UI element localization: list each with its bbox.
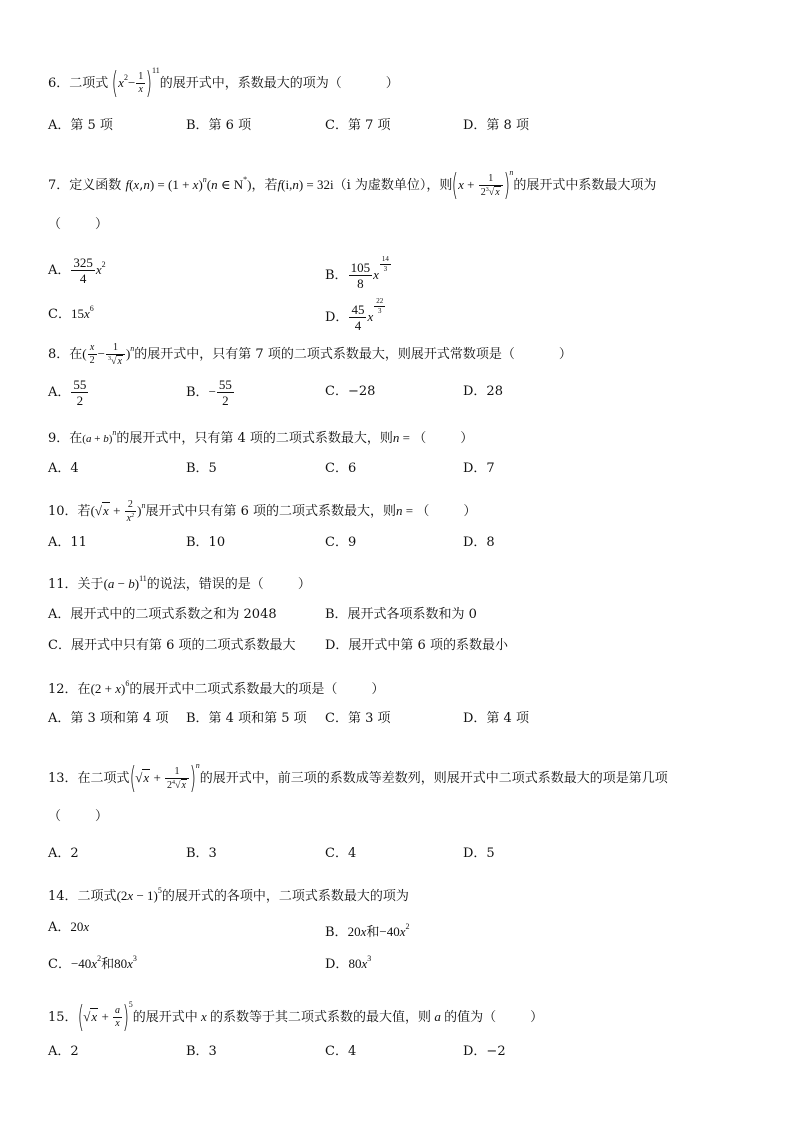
question-14 xyxy=(48,882,409,906)
q6-option-b[interactable]: B．第 6 项 xyxy=(186,118,252,133)
question-7 xyxy=(48,164,656,201)
q9-number: 9． xyxy=(48,431,70,446)
q9-option-a[interactable]: A．4 xyxy=(48,461,79,476)
q12-close: ） xyxy=(371,682,385,697)
question-12 xyxy=(48,675,384,699)
q6-text: 二项式 xyxy=(69,76,109,91)
q15-text: 的展开式中 xyxy=(132,1010,198,1025)
q11-close: ） xyxy=(297,577,311,592)
q13-blank-close: ） xyxy=(95,809,109,824)
q7-text-3: （i 为虚数单位），则 xyxy=(333,178,453,193)
q8-option-b-label: B． xyxy=(186,385,209,400)
q12-option-d[interactable]: D．第 4 项 xyxy=(463,711,529,726)
q9-option-d[interactable]: D．7 xyxy=(463,461,495,476)
q8-formula: ( $\frac{x}{2}$ − $\frac{1}{^3√x}$ )$^n$ xyxy=(82,341,135,367)
q7-formula-1: $f(x,n) = (1 + x)^n(n$ ∈ N*) xyxy=(125,175,252,193)
q9-option-b[interactable]: B．5 xyxy=(186,461,217,476)
q9-text: 在 xyxy=(69,431,83,446)
q14-text: 二项式 xyxy=(77,889,117,904)
q7-blank-open: （ xyxy=(48,217,62,232)
q14-option-c-and: 和 xyxy=(101,957,115,972)
q13-option-b[interactable]: B．3 xyxy=(186,846,217,861)
q14-option-b-and: 和 xyxy=(366,925,380,940)
q7-blank-close: ） xyxy=(95,217,109,232)
q9-open: （ xyxy=(413,431,427,446)
q10-option-b[interactable]: B．10 xyxy=(186,535,226,550)
q8-text: 在 xyxy=(69,347,83,362)
q8-option-a-label: A． xyxy=(48,385,71,400)
q15-number: 15． xyxy=(48,1010,78,1025)
q10-text: 若 xyxy=(77,504,91,519)
q10-number: 10． xyxy=(48,504,78,519)
q12-text-2: 的展开式中二项式系数最大的项是（ xyxy=(129,682,338,697)
q6-formula: ($x^2-$ $\frac{1}{x}$ )$^{11}$ xyxy=(112,65,160,101)
q14-option-c[interactable]: C．$-40x^2$和$80x^3$ xyxy=(48,954,137,972)
q8-number: 8． xyxy=(48,347,70,362)
q14-option-a-label: A． xyxy=(48,920,71,935)
q10-close: ） xyxy=(463,504,477,519)
q7-formula-3: (x + $\frac{1}{2^3√x}$ )$^n$ xyxy=(452,167,514,203)
q8-option-a[interactable]: A． $\frac{55}{2}$ xyxy=(48,377,87,408)
q13-number: 13． xyxy=(48,771,78,786)
question-11 xyxy=(48,570,311,594)
q11-formula: $(a - b)^{11}$ xyxy=(103,574,147,591)
q10-option-d[interactable]: D．8 xyxy=(463,535,495,550)
q15-option-c[interactable]: C．4 xyxy=(325,1044,357,1059)
q15-close: ） xyxy=(530,1010,544,1025)
q11-option-a[interactable]: A．展开式中的二项式系数之和为 2048 xyxy=(48,607,277,622)
q13-blank-open: （ xyxy=(48,809,62,824)
q7-text-2: ，若 xyxy=(251,178,278,193)
q14-formula: $(2x - 1)^5$ xyxy=(116,886,162,903)
q6-text-2: 的展开式中，系数最大的项为（ xyxy=(159,76,342,91)
question-13 xyxy=(48,757,668,794)
q9-text-2: 的展开式中，只有第 4 项的二项式系数最大，则 xyxy=(116,431,393,446)
q8-option-c[interactable]: C．−28 xyxy=(325,384,376,399)
q15-text-2: 的系数等于其二项式系数的最大值，则 xyxy=(210,1010,432,1025)
q11-option-b[interactable]: B．展开式各项系数和为 0 xyxy=(325,607,477,622)
q6-option-d[interactable]: D．第 8 项 xyxy=(463,118,529,133)
q10-text-2: 展开式中只有第 6 项的二项式系数最大，则 xyxy=(145,504,397,519)
q12-formula: $(2 + x)^6$ xyxy=(90,679,130,696)
q15-formula: (√x + $\frac{a}{x}$ )$^5$ xyxy=(77,999,133,1035)
q8-option-d[interactable]: D．28 xyxy=(463,384,503,399)
q15-text-3: 的值为（ xyxy=(444,1010,497,1025)
q8-close: ） xyxy=(558,347,572,362)
q15-option-a[interactable]: A．2 xyxy=(48,1044,79,1059)
q7-option-c-label: C． xyxy=(48,307,71,322)
q7-option-b-label: B． xyxy=(325,268,348,283)
q6-close: ） xyxy=(385,76,399,91)
q7-blank xyxy=(48,216,108,234)
q13-option-c[interactable]: C．4 xyxy=(325,846,357,861)
q7-option-a-label: A． xyxy=(48,263,71,278)
q15-option-b[interactable]: B．3 xyxy=(186,1044,217,1059)
q12-option-a[interactable]: A．第 3 项和第 4 项 xyxy=(48,711,169,726)
q13-text: 在二项式 xyxy=(77,771,130,786)
question-8 xyxy=(48,340,572,367)
q11-number: 11． xyxy=(48,577,78,592)
q14-option-b-label: B． xyxy=(325,925,348,940)
question-6 xyxy=(48,62,399,99)
q8-option-b[interactable]: B．− $\frac{55}{2}$ xyxy=(186,377,232,408)
question-15: 15．(√x + $\frac{a}{x}$ )$^5$的展开式中 x 的系数等于其二项式系数的最大值，则 a 的值为（ ） xyxy=(48,999,544,1035)
q13-formula: (√x + $\frac{1}{2^4√x}$ )$^n$ xyxy=(129,760,200,796)
q13-text-2: 的展开式中，前三项的系数成等差数列，则展开式中二项式系数最大的项是第几项 xyxy=(199,771,668,786)
q7-text-4: 的展开式中系数最大项为 xyxy=(513,178,657,193)
q7-text: 定义函数 xyxy=(69,178,122,193)
q11-option-d[interactable]: D．展开式中第 6 项的系数最小 xyxy=(325,638,508,653)
q7-option-d-label: D． xyxy=(325,310,349,325)
q6-option-a[interactable]: A．第 5 项 xyxy=(48,118,113,133)
q14-number: 14． xyxy=(48,889,78,904)
q14-option-b[interactable]: B．20x和$-40x^2$ xyxy=(325,922,410,940)
q7-number: 7． xyxy=(48,178,70,193)
q11-option-c[interactable]: C．展开式中只有第 6 项的二项式系数最大 xyxy=(48,638,296,653)
q15-option-d[interactable]: D．−2 xyxy=(463,1044,506,1059)
q14-option-d-label: D． xyxy=(325,957,349,972)
q10-formula: (√x + $\frac{2}{x^2}$ )$^n$ xyxy=(90,498,146,524)
question-9: 9．在$(a + b)^n$的展开式中，只有第 4 项的二项式系数最大，则n = （ ） xyxy=(48,428,474,446)
q14-option-a[interactable]: A．20x xyxy=(48,919,90,935)
q7-option-a[interactable]: A． $\frac{325}{4}$ $x^2$ xyxy=(48,255,106,286)
q7-option-c[interactable]: C．$15x^6$ xyxy=(48,304,94,322)
q12-option-b[interactable]: B．第 4 项和第 5 项 xyxy=(186,711,307,726)
q6-option-c[interactable]: C．第 7 项 xyxy=(325,118,391,133)
q14-option-c-label: C． xyxy=(48,957,71,972)
q11-text-2: 的说法，错误的是（ xyxy=(146,577,264,592)
q10-option-c[interactable]: C．9 xyxy=(325,535,357,550)
q7-option-d[interactable]: D． $\frac{45}{4}$ x $\frac{22}{3}$ xyxy=(325,297,384,333)
q12-number: 12． xyxy=(48,682,78,697)
q12-text: 在 xyxy=(77,682,91,697)
q11-text: 关于 xyxy=(77,577,104,592)
q9-option-c[interactable]: C．6 xyxy=(325,461,357,476)
q7-option-b[interactable]: B． $\frac{105}{8}$ x $\frac{14}{3}$ xyxy=(325,255,389,291)
q13-option-a[interactable]: A．2 xyxy=(48,846,79,861)
q10-open: （ xyxy=(416,504,430,519)
q9-formula: $(a + b)^n$ xyxy=(82,428,117,445)
q8-text-2: 的展开式中，只有第 7 项的二项式系数最大，则展开式常数项是（ xyxy=(134,347,515,362)
q7-formula-2: f(i,n) = 32i xyxy=(277,177,334,192)
question-10: 10．若(√x + $\frac{2}{x^2}$ )$^n$展开式中只有第 6 项的二项式系数最大，则n = （ ） xyxy=(48,498,477,524)
q12-option-c[interactable]: C．第 3 项 xyxy=(325,711,391,726)
q14-text-2: 的展开式的各项中，二项式系数最大的项为 xyxy=(161,889,409,904)
q13-blank xyxy=(48,808,108,826)
q10-option-a[interactable]: A．11 xyxy=(48,535,87,550)
q9-close: ） xyxy=(460,431,474,446)
q13-option-d[interactable]: D．5 xyxy=(463,846,495,861)
q6-number: 6． xyxy=(48,76,70,91)
q14-option-d[interactable]: D．$80x^3$ xyxy=(325,954,372,972)
